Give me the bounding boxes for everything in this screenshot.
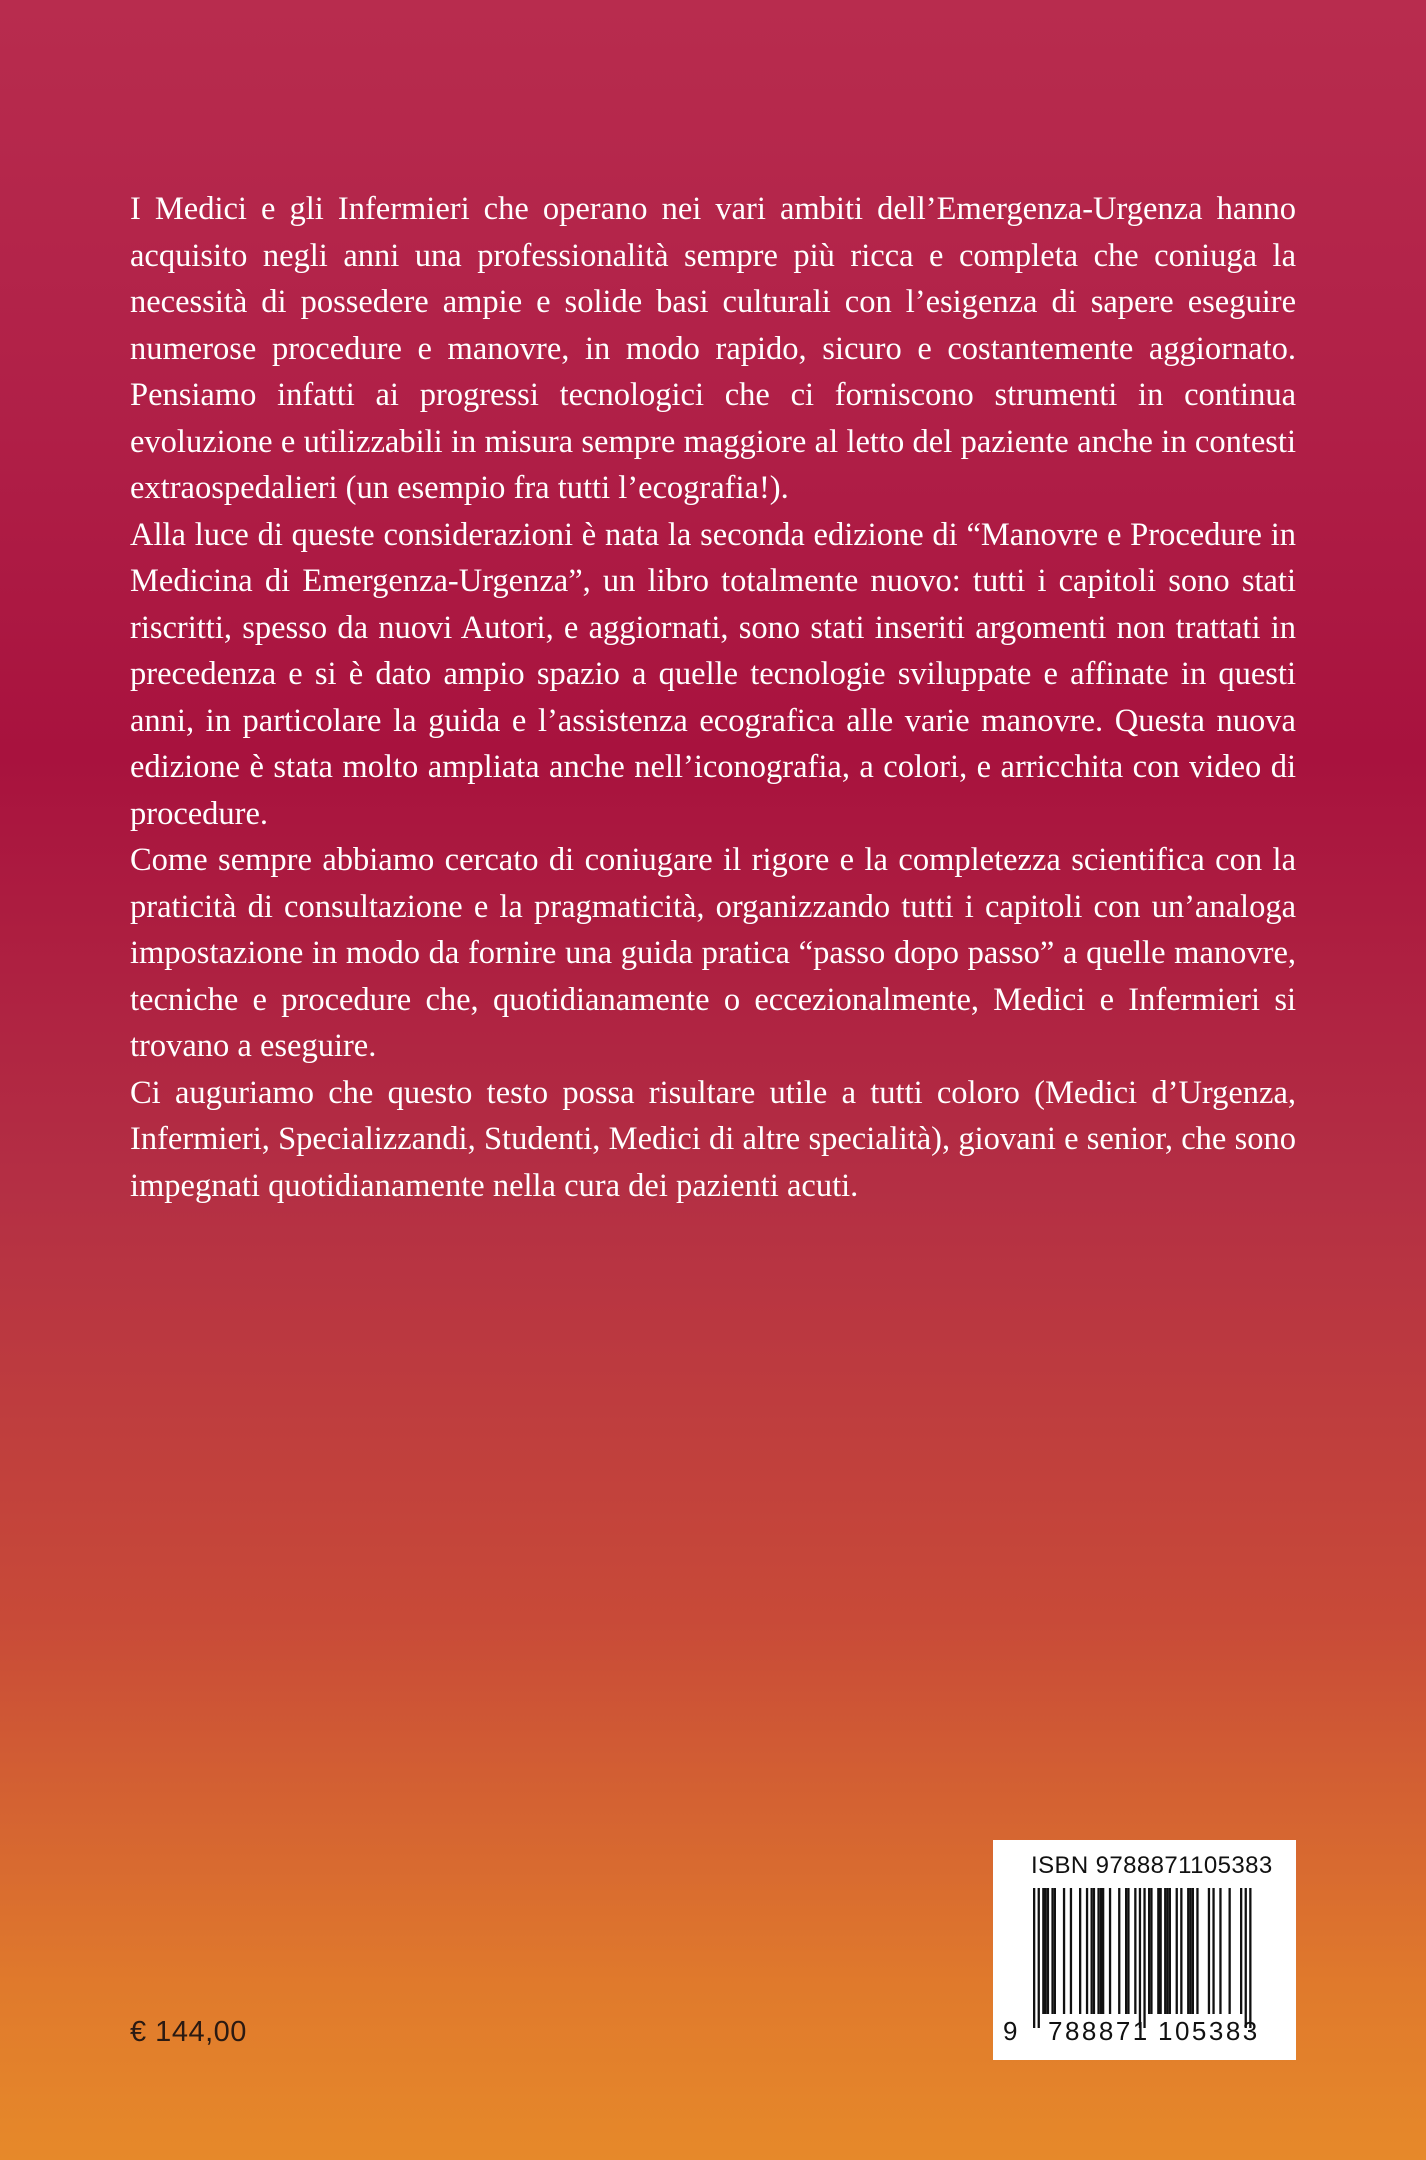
barcode-bar [1240,1888,1242,2014]
barcode-bar [1097,1888,1099,2014]
barcode-bar [1033,1888,1035,2028]
barcode-bar [1192,1888,1194,2014]
barcode-bar [1054,1888,1056,2014]
barcode-bar [1038,1888,1040,2028]
ean-left-group: 788871 [1048,2016,1150,2046]
barcode-bar [1180,1888,1182,2014]
barcode-bar [1150,1888,1152,2014]
ean-first-digit: 9 [1003,2016,1018,2046]
barcode-bar [1042,1888,1044,2014]
barcode-bar [1134,1888,1136,2014]
barcode-bar [1118,1888,1120,2014]
barcode-bar [1166,1888,1168,2014]
blurb-text [130,186,1296,1209]
barcode-bar [1187,1888,1189,2014]
barcode-bar [1196,1888,1198,2014]
barcode-bar [1148,1888,1150,2014]
barcode-bar [1047,1888,1049,2014]
blurb-paragraph-3: Come sempre abbiamo cercato di coniugare il rigore e la completezza scientifica con la praticità di consultazione e la pragmaticità, organizzando tutti i capitoli con un’analoga impostazione in modo da fornire una guida pratica “passo dopo passo” a quelle manovre, tecniche e procedure che, quotidianamente o eccezionalmente, Medici e Infermieri si trovano a eseguire. [130,842,1296,1064]
barcode-bar [1164,1888,1166,2014]
barcode-bar [1208,1888,1210,2014]
barcode-bar [1229,1888,1231,2014]
blurb-paragraph-1: I Medici e gli Infermieri che operano nei vari ambiti dell’Emergenza-Urgenza hanno acquisito negli anni una professionalità sempre più ricca e completa che coniuga la necessità di possedere ampie e solide basi culturali con l’esigenza di sapere eseguire numerose procedure e manovre, in modo rapido, sicuro e costantemente aggiornato. Pensiamo infatti ai progressi tecnologici che ci forniscono strumenti in continua evoluzione e utilizzabili in misura sempre maggiore al letto del paziente anche in contesti extraospedalieri (un esempio fra tutti l’ecografia!). [130,191,1296,506]
barcode-bar [1157,1888,1159,2014]
barcode-bar [1125,1888,1127,2014]
barcode-bar [1102,1888,1104,2014]
ean-right-group: 105383 [1158,2016,1260,2046]
barcode-bar [1063,1888,1065,2014]
barcode-bar [1189,1888,1191,2014]
barcode-bar [1245,1888,1247,2028]
price-label: € 144,00 [130,2016,247,2048]
barcode-bar [1169,1888,1171,2014]
barcode-bar [1219,1888,1221,2014]
blurb-paragraph-4: Ci auguriamo che questo testo possa risultare utile a tutti coloro (Medici d’Urgenza, Infermieri, Specializzandi, Studenti, Medici di altre specialità), giovani e senior, che sono impegnati quotidianamente nella cura dei pazienti acuti. [130,1074,1296,1204]
barcode-bar [1109,1888,1111,2014]
barcode-bar [1139,1888,1141,2028]
isbn-number: ISBN 9788871105383 [1031,1852,1273,1879]
barcode-bar [1249,1888,1251,2028]
barcode-bar [1143,1888,1145,2028]
barcode-bar [1079,1888,1081,2014]
blurb-paragraph-2: Alla luce di queste considerazioni è nata la seconda edizione di “Manovre e Procedure in Medicina di Emergenza-Urgenza”, un libro totalmente nuovo: tutti i capitoli sono stati riscritti, spesso da nuovi Autori, e aggiornati, sono stati inseriti argomenti non trattati in precedenza e si è dato ampio spazio a quelle tecnologie sviluppate e affinate in questi anni, in particolare la guida e l’assistenza ecografica alle varie manovre. Questa nuova edizione è stata molto ampliata anche nell’iconografia, a colori, e arricchita con video di procedure. [130,516,1296,832]
barcode-bar [1093,1888,1095,2014]
barcode-bar [1045,1888,1047,2014]
barcode-bar [1070,1888,1072,2014]
isbn-barcode-box [993,1840,1296,2060]
barcode-bar [1127,1888,1129,2014]
barcode-bar [1160,1888,1162,2014]
barcode-bar [1051,1888,1053,2014]
barcode-bar [1086,1888,1088,2014]
barcode-bar [1212,1888,1214,2014]
barcode-bar [1100,1888,1102,2014]
barcode-bar [1176,1888,1178,2014]
barcode-bar [1091,1888,1093,2014]
